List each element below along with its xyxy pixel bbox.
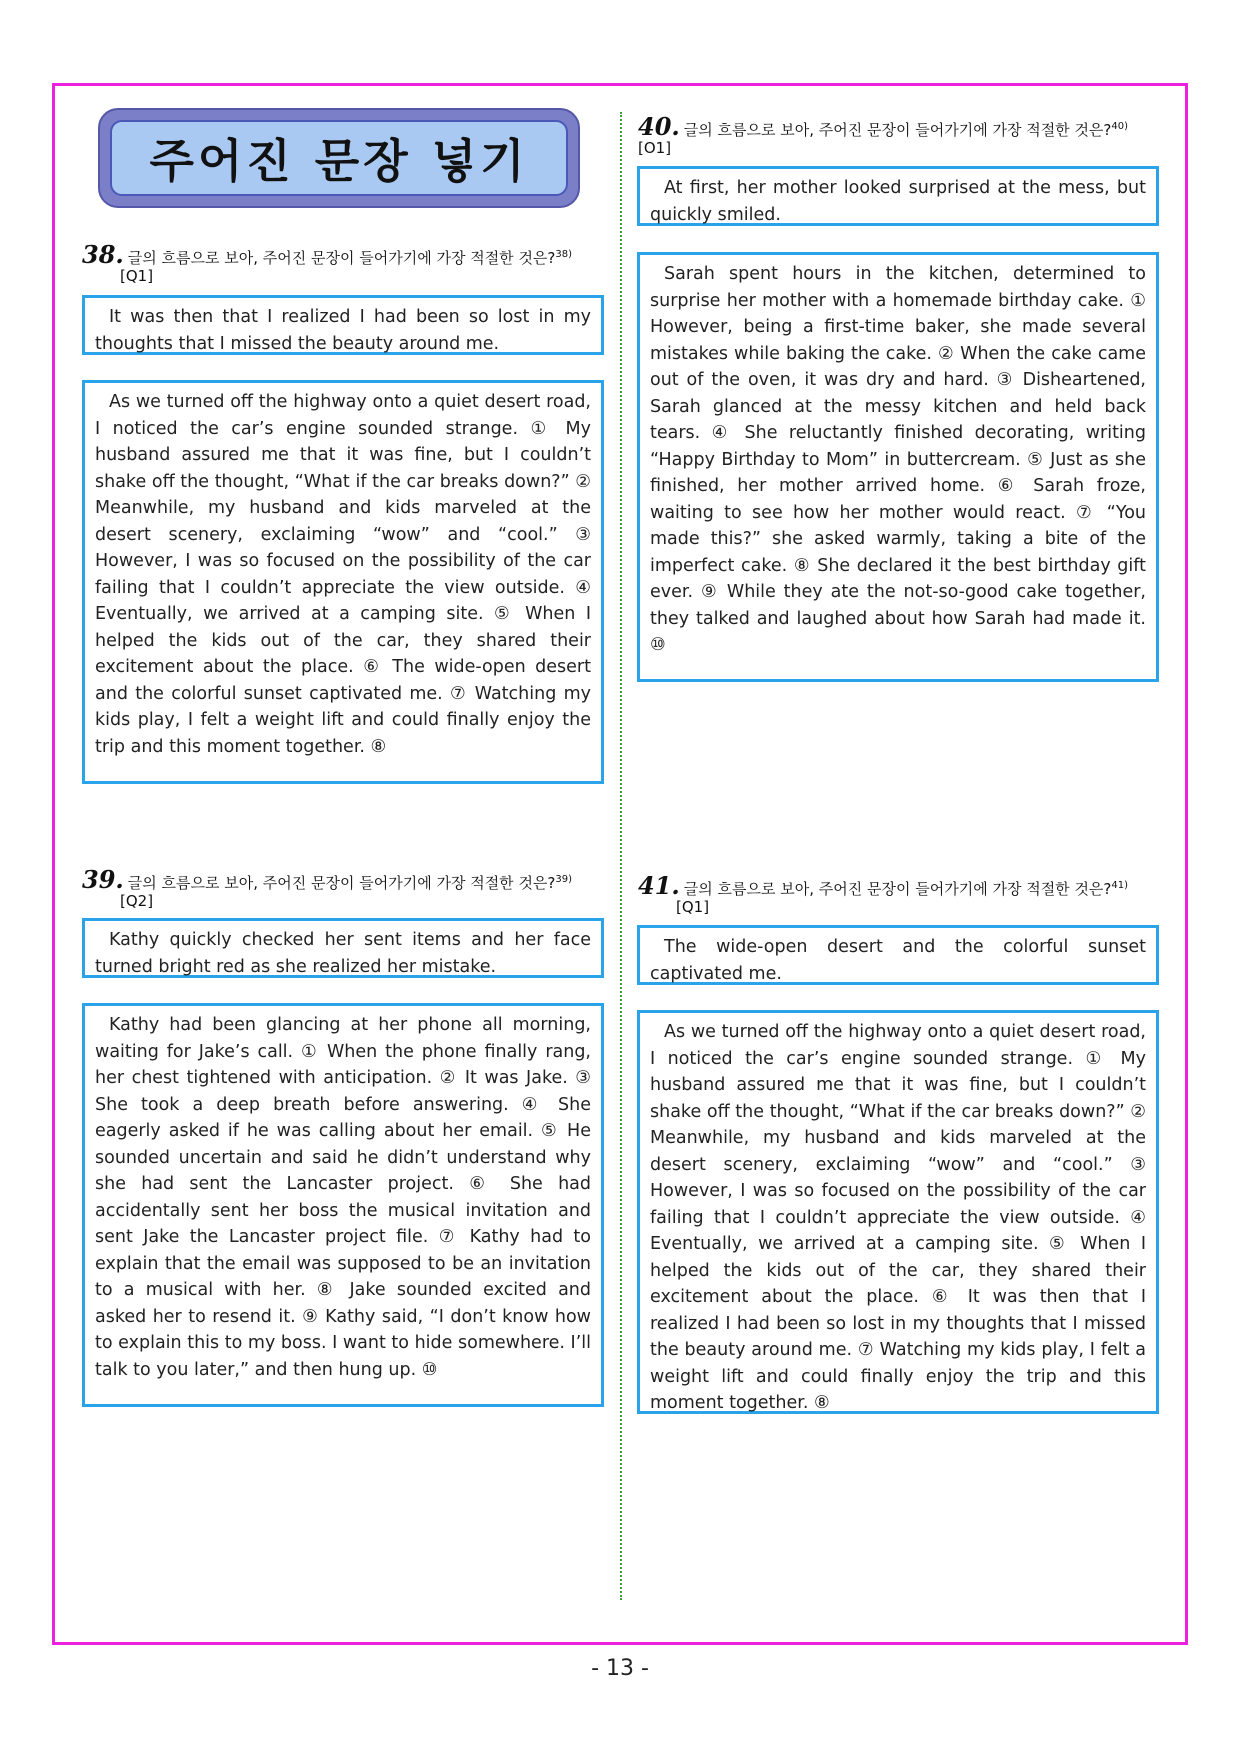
page-number: - 13 -: [591, 1656, 649, 1681]
question-number: 40.: [638, 112, 680, 141]
question-prompt: 글의 흐름으로 보아, 주어진 문장이 들어가기에 가장 적절한 것은?: [683, 880, 1112, 898]
question-prompt: 글의 흐름으로 보아, 주어진 문장이 들어가기에 가장 적절한 것은?: [127, 249, 556, 267]
given-sentence: At first, her mother looked surprised at the mess, but quickly smiled.: [650, 178, 1146, 225]
given-sentence: The wide-open desert and the colorful sunset captivated me.: [650, 937, 1146, 984]
passage-text: As we turned off the highway onto a quiet desert road, I noticed the car’s engine sounded strange. ① My husband assured me that it was fine, but I couldn’t shake off the thought, “What if the car breaks down?” ② Meanwhile, my husband and kids marveled at the desert scenery, exclaiming “wow” and “cool.” ③ However, I was so focused on the possibility of the car failing that I couldn’t appreciate the view outside. ④ Eventually, we arrived at a camping site. ⑤ When I helped the kids out of the car, they shared their excitement about the place. ⑥ It was then that I realized I had been so lost in my thoughts that I missed the beauty around me. ⑦ Watching my kids play, I felt a weight lift and could finally enjoy the trip and this moment together. ⑧: [650, 1022, 1146, 1413]
given-sentence: Kathy quickly checked her sent items and her face turned bright red as she realized her mistake.: [95, 930, 591, 977]
question-prompt: 글의 흐름으로 보아, 주어진 문장이 들어가기에 가장 적절한 것은?: [127, 874, 556, 892]
passage-box-41: [637, 1010, 1159, 1414]
question-footnote: 41): [1111, 880, 1129, 891]
question-39-header: [82, 865, 606, 910]
question-40-header: [638, 112, 1162, 157]
question-tag: [Q2]: [120, 892, 154, 910]
passage-box-40: [637, 252, 1159, 682]
question-footnote: 40): [1111, 121, 1129, 132]
question-41-header: [638, 871, 1162, 916]
section-banner: [98, 108, 580, 208]
passage-box-38: [82, 380, 604, 784]
section-title: 주어진 문장 넣기: [149, 134, 529, 188]
question-number: 38.: [82, 240, 124, 269]
passage-box-39: [82, 1003, 604, 1407]
question-tag: [O1]: [638, 139, 672, 157]
question-footnote: 39): [555, 874, 573, 885]
question-number: 39.: [82, 865, 124, 894]
given-sentence-box-41: [637, 925, 1159, 985]
section-banner-inner: [110, 120, 568, 196]
given-sentence-box-38: [82, 295, 604, 355]
passage-text: As we turned off the highway onto a quiet desert road, I noticed the car’s engine sounded strange. ① My husband assured me that it was fine, but I couldn’t shake off the thought, “What if the car breaks down?” ② Meanwhile, my husband and kids marveled at the desert scenery, exclaiming “wow” and “cool.” ③ However, I was so focused on the possibility of the car failing that I couldn’t appreciate the view outside. ④ Eventually, we arrived at a camping site. ⑤ When I helped the kids out of the car, they shared their excitement about the place. ⑥ The wide-open desert and the colorful sunset captivated me. ⑦ Watching my kids play, I felt a weight lift and could finally enjoy the trip and this moment together. ⑧: [95, 392, 591, 757]
given-sentence-box-39: [82, 918, 604, 978]
question-tag: [Q1]: [676, 898, 710, 916]
given-sentence-box-40: [637, 166, 1159, 226]
question-38-header: [82, 240, 606, 285]
passage-text: Sarah spent hours in the kitchen, determined to surprise her mother with a homemade birthday cake. ① However, being a first-time baker, she made several mistakes while baking the cake. ② When the cake came out of the oven, it was dry and hard. ③ Disheartened, Sarah glanced at the messy kitchen and held back tears. ④ She reluctantly finished decorating, writing “Happy Birthday to Mom” in buttercream. ⑤ Just as she finished, her mother arrived home. ⑥ Sarah froze, waiting to see how her mother would react. ⑦ “You made this?” she asked warmly, taking a bite of the imperfect cake. ⑧ She declared it the best birthday gift ever. ⑨ While they ate the not-so-good cake together, they talked and laughed about how Sarah had made it. ⑩: [650, 264, 1146, 655]
question-number: 41.: [638, 871, 680, 900]
column-divider: [620, 112, 622, 1600]
question-tag: [Q1]: [120, 267, 154, 285]
question-prompt: 글의 흐름으로 보아, 주어진 문장이 들어가기에 가장 적절한 것은?: [683, 121, 1112, 139]
given-sentence: It was then that I realized I had been so lost in my thoughts that I missed the beauty around me.: [95, 307, 591, 354]
passage-text: Kathy had been glancing at her phone all morning, waiting for Jake’s call. ① When the phone finally rang, her chest tightened with anticipation. ② It was Jake. ③ She took a deep breath before answering. ④ She eagerly asked if he was calling about her email. ⑤ He sounded uncertain and said he didn’t understand why she had sent the Lancaster project. ⑥ She had accidentally sent her boss the musical invitation and sent Jake the Lancaster project file. ⑦ Kathy had to explain that the email was supposed to be an invitation to a musical with her. ⑧ Jake sounded excited and asked her to resend it. ⑨ Kathy said, “I don’t know how to explain this to my boss. I want to hide somewhere. I’ll talk to you later,” and then hung up. ⑩: [95, 1015, 591, 1380]
question-footnote: 38): [555, 249, 573, 260]
